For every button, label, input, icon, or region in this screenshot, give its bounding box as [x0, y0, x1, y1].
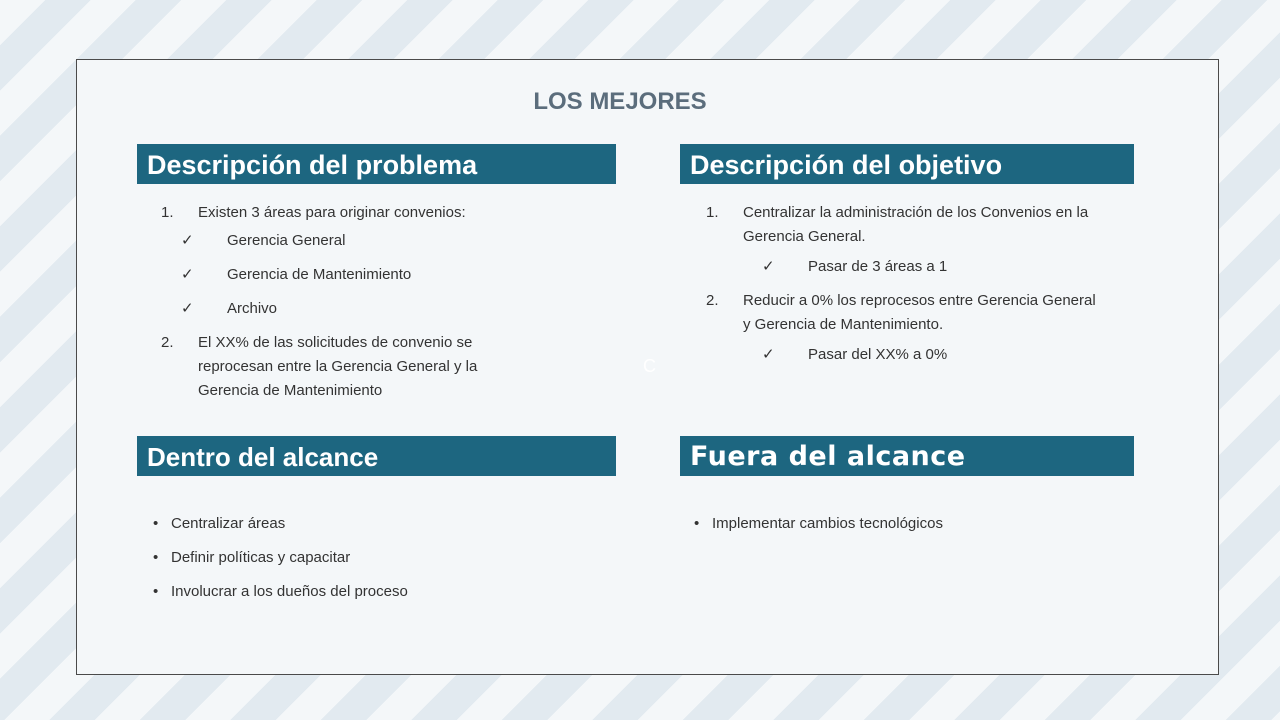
- list-item: 1. Existen 3 áreas para originar convenios: ✓ Gerencia General ✓ Gerencia de Mantenimiento ✓ Archivo: [161, 201, 521, 321]
- in-scope-list: [147, 512, 587, 614]
- problem-header: Descripción del problema: [137, 144, 616, 184]
- checkmark-icon: ✓: [762, 258, 775, 275]
- bullet-icon: •: [153, 583, 159, 600]
- list-item: • Centralizar áreas: [147, 512, 587, 536]
- list-item: ✓ Gerencia General: [161, 229, 521, 253]
- checkmark-icon: ✓: [181, 232, 194, 249]
- list-item: ✓ Archivo: [161, 297, 521, 321]
- problem-list: [161, 201, 521, 409]
- list-item: 2. El XX% de las solicitudes de convenio se reprocesan entre la Gerencia General y la Gerencia de Mantenimiento: [161, 334, 478, 399]
- bullet-icon: •: [153, 549, 159, 566]
- objective-header: Descripción del objetivo: [680, 144, 1134, 184]
- bullet-icon: •: [694, 515, 700, 532]
- list-item: ✓ Pasar del XX% a 0%: [706, 343, 1101, 367]
- slide-title: LOS MEJORES: [533, 88, 707, 115]
- checkmark-icon: ✓: [762, 346, 775, 363]
- out-scope-list: [688, 512, 1108, 546]
- list-item: • Involucrar a los dueños del proceso: [147, 580, 587, 604]
- objective-list: [706, 201, 1101, 377]
- list-item: • Implementar cambios tecnológicos: [688, 512, 1108, 536]
- list-item: 1. Centralizar la administración de los Convenios en la Gerencia General. ✓ Pasar de 3 áreas a 1: [706, 201, 1101, 279]
- list-item: • Definir políticas y capacitar: [147, 546, 587, 570]
- bullet-icon: •: [153, 515, 159, 532]
- out-scope-header: Fuera del alcance: [680, 436, 1134, 476]
- checkmark-icon: ✓: [181, 266, 194, 283]
- checkmark-icon: ✓: [181, 300, 194, 317]
- list-item: ✓ Gerencia de Mantenimiento: [161, 263, 521, 287]
- in-scope-header: Dentro del alcance: [137, 436, 616, 476]
- list-item: 2. Reducir a 0% los reprocesos entre Gerencia General y Gerencia de Mantenimiento. ✓ Pasar del XX% a 0%: [706, 289, 1101, 367]
- stray-character: C: [643, 356, 656, 376]
- list-item: ✓ Pasar de 3 áreas a 1: [706, 255, 1101, 279]
